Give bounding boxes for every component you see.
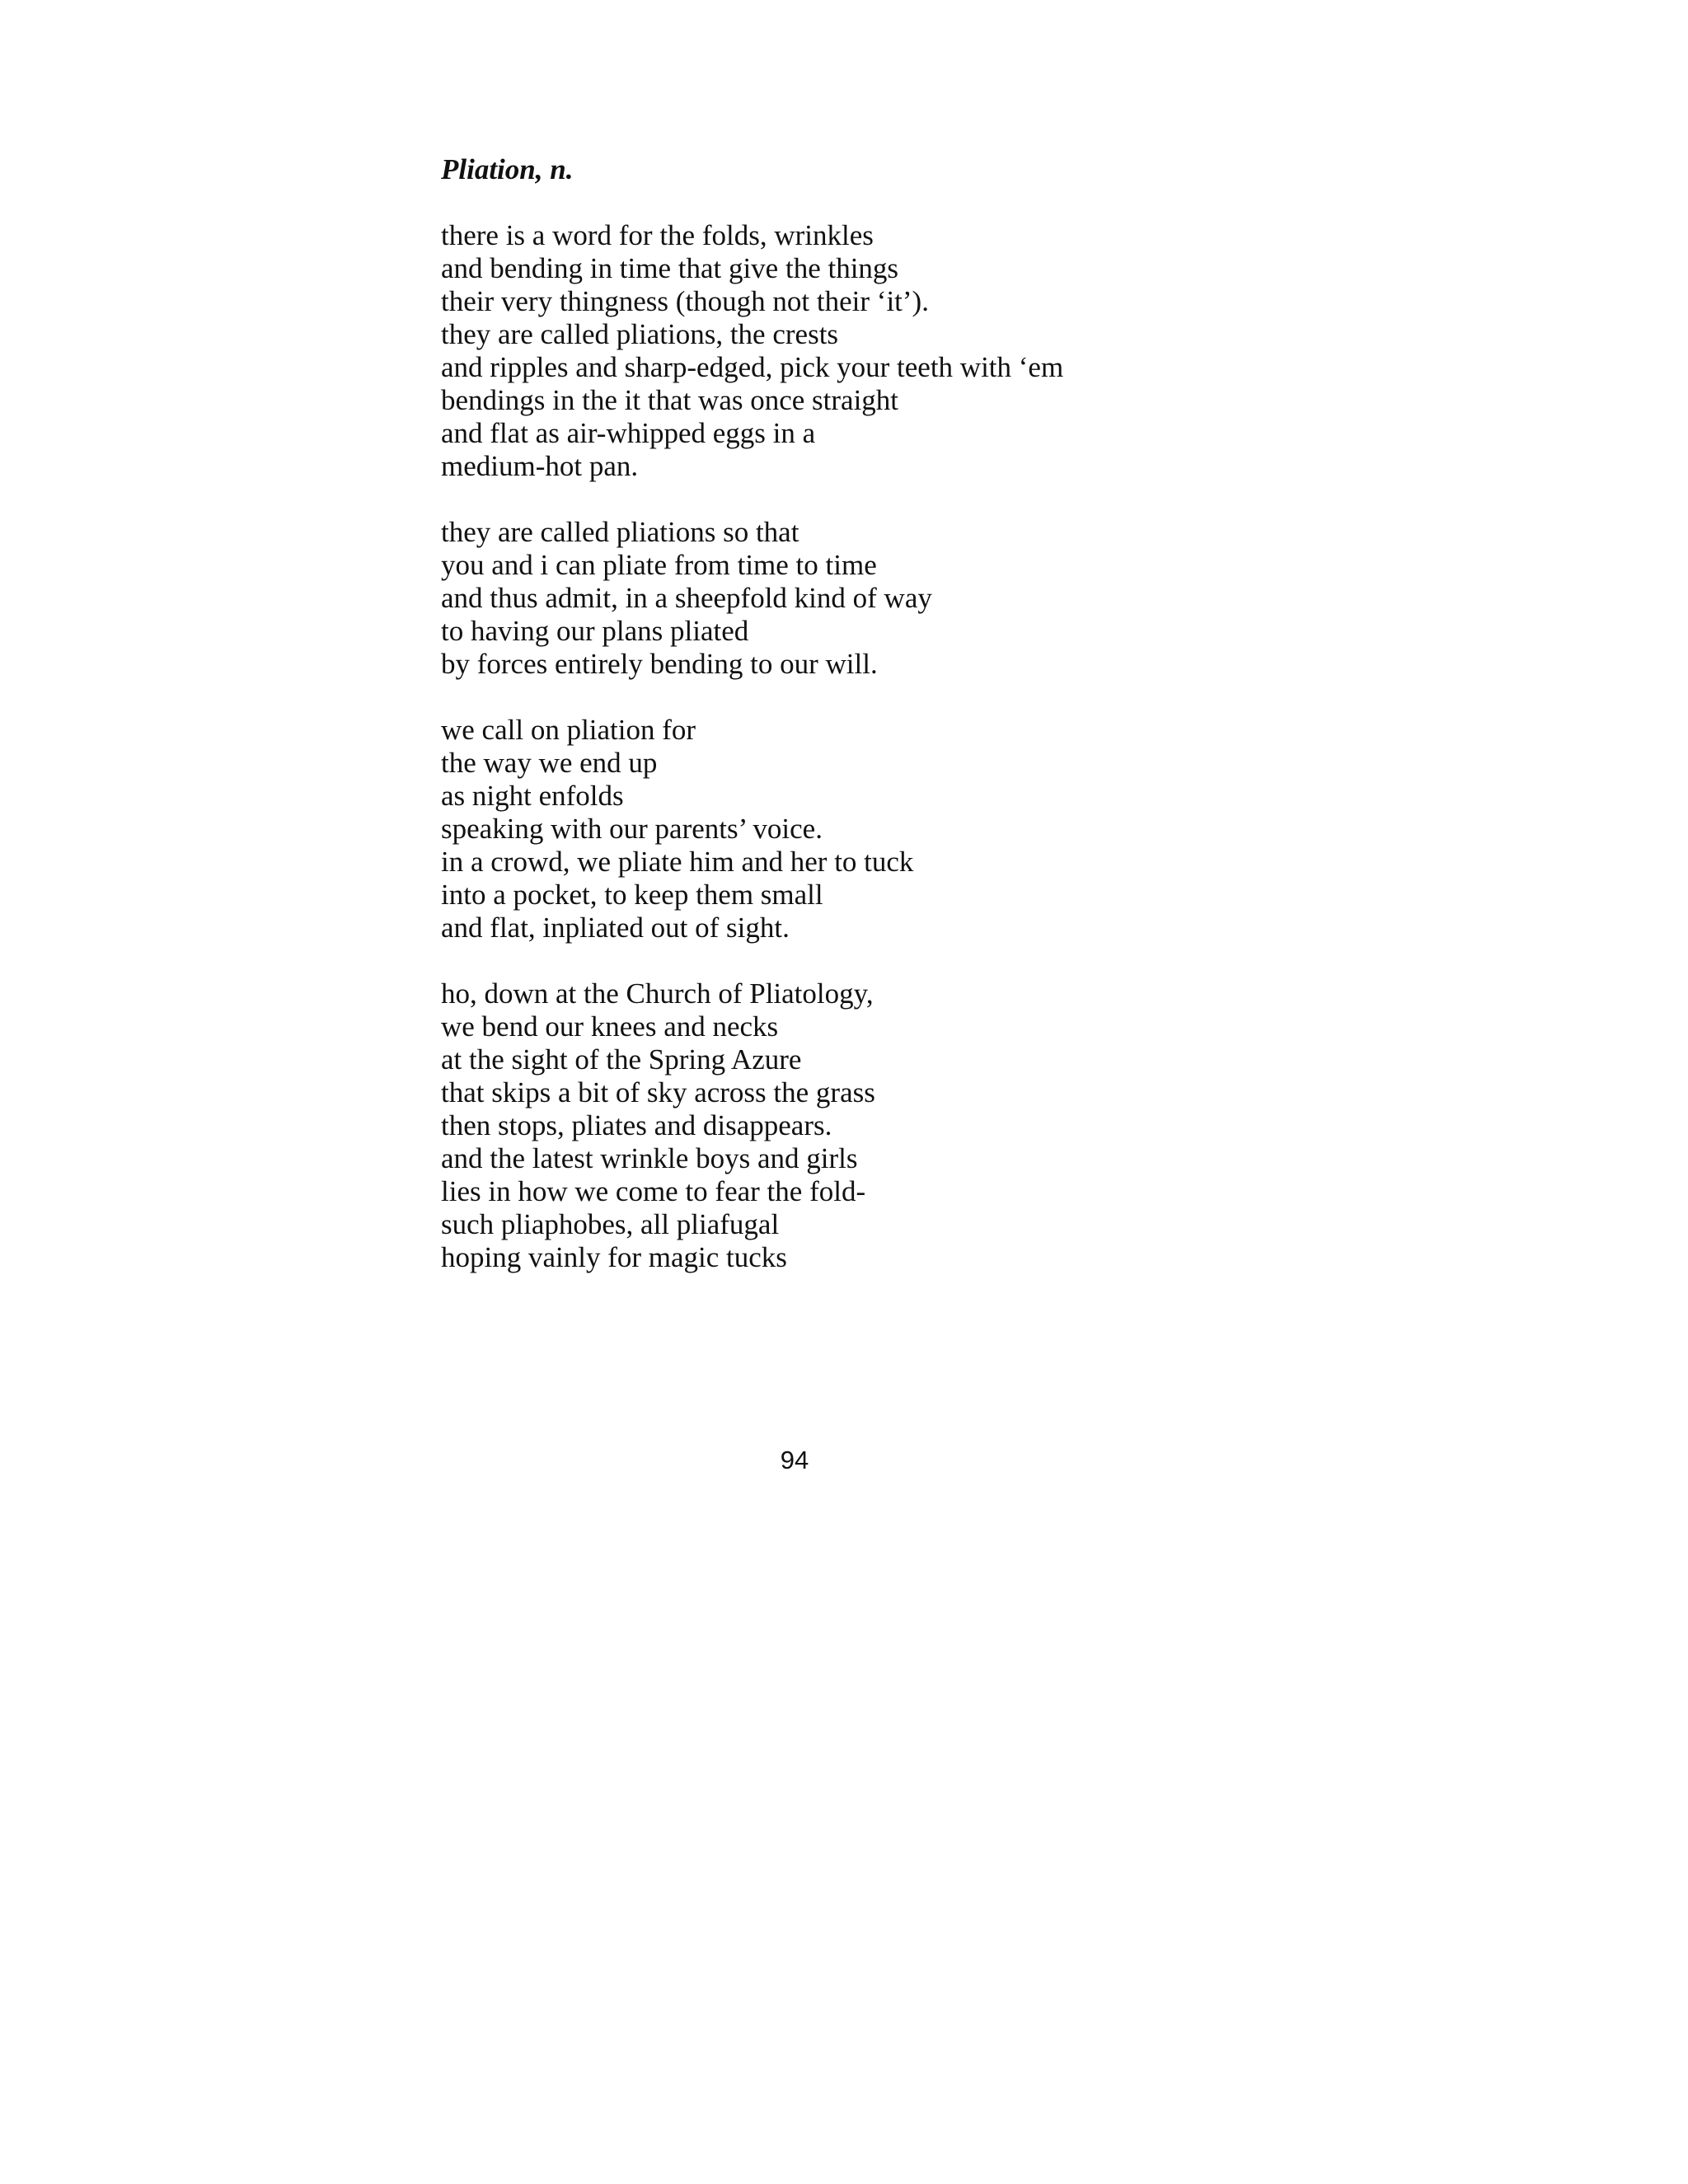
poem-line: such pliaphobes, all pliafugal <box>441 1208 780 1240</box>
poem-line: they are called pliations, the crests <box>441 318 839 350</box>
poem-line: hoping vainly for magic tucks <box>441 1241 787 1273</box>
poem-line: by forces entirely bending to our will. <box>441 648 878 680</box>
poem-line: they are called pliations so that <box>441 516 799 548</box>
poem-line: and bending in time that give the things <box>441 252 899 284</box>
poem-line: and flat, inpliated out of sight. <box>441 912 790 944</box>
page-number: 94 <box>780 1446 809 1474</box>
poem-line: speaking with our parents’ voice. <box>441 813 823 845</box>
poem-line: the way we end up <box>441 747 658 779</box>
poem-line: and the latest wrinkle boys and girls <box>441 1142 858 1174</box>
poem-line: then stops, pliates and disappears. <box>441 1109 832 1141</box>
poem-line: there is a word for the folds, wrinkles <box>441 219 874 251</box>
poem-line: to having our plans pliated <box>441 615 749 647</box>
poem-line: we bend our knees and necks <box>441 1010 779 1043</box>
poem-line: and flat as air-whipped eggs in a <box>441 417 816 449</box>
poem-line: medium-hot pan. <box>441 450 639 482</box>
poem-line: ho, down at the Church of Pliatology, <box>441 977 874 1010</box>
poem-line: at the sight of the Spring Azure <box>441 1043 802 1076</box>
stanza-3 <box>441 714 1430 944</box>
poem-line: into a pocket, to keep them small <box>441 879 823 911</box>
poem-line: bendings in the it that was once straight <box>441 384 899 416</box>
poem-line: that skips a bit of sky across the grass <box>441 1076 875 1108</box>
stanza-4 <box>441 977 1430 1274</box>
poem-line: their very thingness (though not their ‘it’). <box>441 285 929 317</box>
poem-line: we call on pliation for <box>441 714 696 746</box>
stanza-2 <box>441 516 1430 681</box>
poem-line: lies in how we come to fear the fold- <box>441 1175 866 1207</box>
poem-line: as night enfolds <box>441 780 624 812</box>
poem-line: in a crowd, we pliate him and her to tuck <box>441 846 914 878</box>
poem-line: you and i can pliate from time to time <box>441 549 877 581</box>
poem-line: and ripples and sharp-edged, pick your teeth with ‘em <box>441 351 1064 383</box>
poem <box>441 153 1430 1307</box>
poem-title: Pliation, n. <box>441 153 574 185</box>
poem-line: and thus admit, in a sheepfold kind of way <box>441 582 932 614</box>
stanza-1 <box>441 219 1430 483</box>
